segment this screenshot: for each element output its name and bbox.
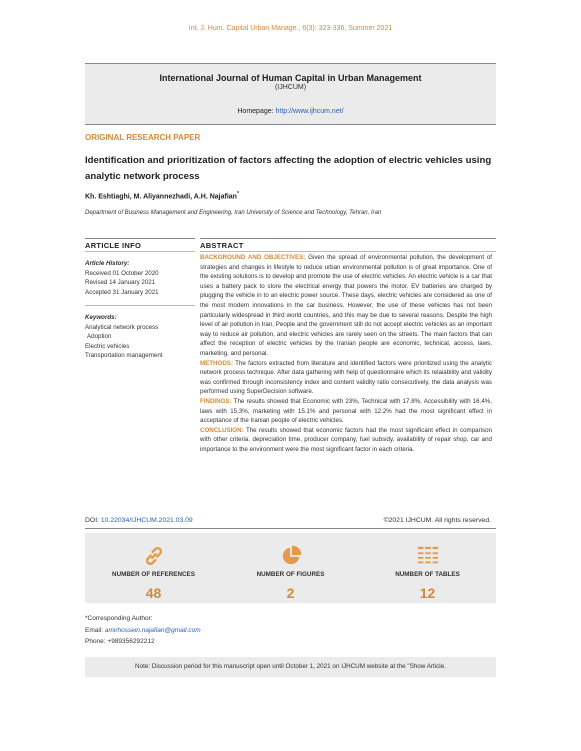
divider: [200, 251, 496, 252]
keywords: [85, 313, 195, 361]
paper-type: ORIGINAL RESEARCH PAPER: [85, 133, 201, 142]
divider: [200, 238, 496, 239]
methods-label: METHODS:: [200, 359, 233, 367]
phone-line: Phone: +989356292212: [85, 638, 155, 645]
keywords-label: Keywords:: [85, 314, 117, 321]
divider: [85, 238, 195, 239]
homepage-link[interactable]: http://www.ijhcum.net/: [275, 108, 344, 115]
divider: [85, 528, 496, 529]
email-label: Email:: [85, 626, 105, 634]
references-count: 48: [145, 585, 162, 601]
received-date: Received 01 October 2020: [85, 269, 159, 277]
affiliation: Department of Business Management and Engineering, Iran University of Science and Technology, Tehran, Iran: [85, 210, 382, 216]
authors: [85, 191, 239, 200]
divider: [85, 251, 195, 252]
link-icon: [143, 545, 165, 567]
history-label: Article History:: [85, 260, 130, 267]
abstract-findings: [200, 397, 492, 426]
email-link[interactable]: amirhossein.najafian@gmail.com: [104, 626, 201, 634]
background-label: BACKGROUND AND OBJECTIVES:: [200, 254, 306, 261]
paper-title: Identification and prioritization of factors affecting the adoption of electric vehicles using analytic network process: [85, 155, 492, 182]
keyword: Adoption: [87, 333, 112, 341]
conclusion-label: CONCLUSION:: [200, 426, 244, 434]
divider: [85, 305, 195, 306]
article-history: [85, 259, 195, 297]
methods-text: The factors extracted from literature and identified factors were prioritized using the analytic network process technique. After data gathering with help of questionnaire which its relaiability and validity was confirmed through inconsistency index and content validity ratio consecutively, the data analysis was performed using SuperDecision software.: [200, 359, 492, 396]
tables-count: 12: [419, 585, 436, 601]
table-icon: [417, 545, 439, 567]
article-info-header: ARTICLE INFO: [85, 241, 142, 250]
keyword: Analytical network process: [85, 323, 159, 331]
corresponding-label: *Corresponding Author:: [85, 615, 153, 622]
journal-reference: Int. J. Hum. Capital Urban Manage., 6(3): 323-336, Summer 2021: [188, 25, 393, 32]
journal-banner: [85, 63, 496, 125]
figures-count: 2: [286, 585, 295, 601]
doi-link[interactable]: 10.22034/IJHCUM.2021.03.09: [100, 517, 193, 524]
corresponding-mark: *: [236, 191, 239, 197]
homepage-label: Homepage:: [237, 108, 276, 115]
doi-label: DOI:: [85, 517, 101, 524]
keyword: Transportation management: [85, 352, 163, 360]
email-line: [85, 625, 201, 637]
figures-label: NUMBER OF FIGURES: [256, 571, 325, 578]
background-text: Given the spread of environmental pollution, the development of strategies and changes in lifestyle to reduce urban environmental pollution is of great importance. One of the existing solutions is to develop and promote the use of electric vehicles. An electric vehicle is a car that uses a battery pack to store the electrical energy that powers the motor. EV batteries are charged by plugging the vehicle in to an electric power source. These days, electric vehicles are considered as one of the most modern innovations in the car business. However, the use of these vehicles has not been particularly widespread in third world countries, and this may be due to several reasons. Despite the high level of air pollution in Iran, People and the government still do not accept electric vehicles as an important way to reduce air pollution, and electric vehicles are rarely seen on the streets. The main factors that can affect the reception of electric vehicles by the Iranian people are economic, technical, access, laws, marketing, and personal.: [200, 254, 492, 357]
copyright: ©2021 IJHCUM. All rights reserved.: [383, 517, 491, 524]
journal-title: International Journal of Human Capital in Urban Management: [159, 73, 422, 83]
journal-homepage: [85, 108, 496, 115]
doi: [85, 517, 193, 524]
references-label: NUMBER OF REFERENCES: [112, 571, 195, 578]
abstract-body: [200, 253, 492, 454]
tables-label: NUMBER OF TABLES: [395, 571, 460, 578]
conclusion-text: The results showed that economic factors had the most significant effect in comparison with other criteria. depreciation time, producer company, fuel subsidy, availability of repair shop, car and importance to the environment were the most significant factor in each criteria.: [200, 426, 492, 453]
author-names: Kh. Eshtiaghi, M. Aliyannezhadi, A.H. Najafian: [85, 193, 237, 201]
pie-chart-icon: [280, 545, 302, 567]
abstract-background: [200, 253, 492, 359]
abstract-conclusion: [200, 426, 492, 455]
findings-text: The results showed that Economic with 23%, Technical with 17.8%, Accessibility with 16.4%, laws with 15.3%, marketing with 15.1% and personal with 12.2% had the most significant effect in acceptance of the Iranian people of electric vehicles.: [200, 397, 492, 425]
accepted-date: Accepted 31 January 2021: [85, 288, 159, 296]
corresponding-author: [85, 613, 201, 648]
article-stats-panel: [85, 533, 496, 603]
revised-date: Revised 14 January 2021: [85, 279, 156, 287]
abstract-methods: [200, 359, 492, 397]
discussion-note: Note: Discussion period for this manuscript open until October 1, 2021 on IJHCUM website at the "Show Article.: [85, 657, 496, 677]
abstract-header: ABSTRACT: [200, 241, 244, 250]
journal-abbreviation: (IJHCUM): [274, 84, 307, 91]
keyword: Electric vehicles: [85, 342, 130, 350]
findings-label: FINDINGS:: [200, 397, 232, 405]
